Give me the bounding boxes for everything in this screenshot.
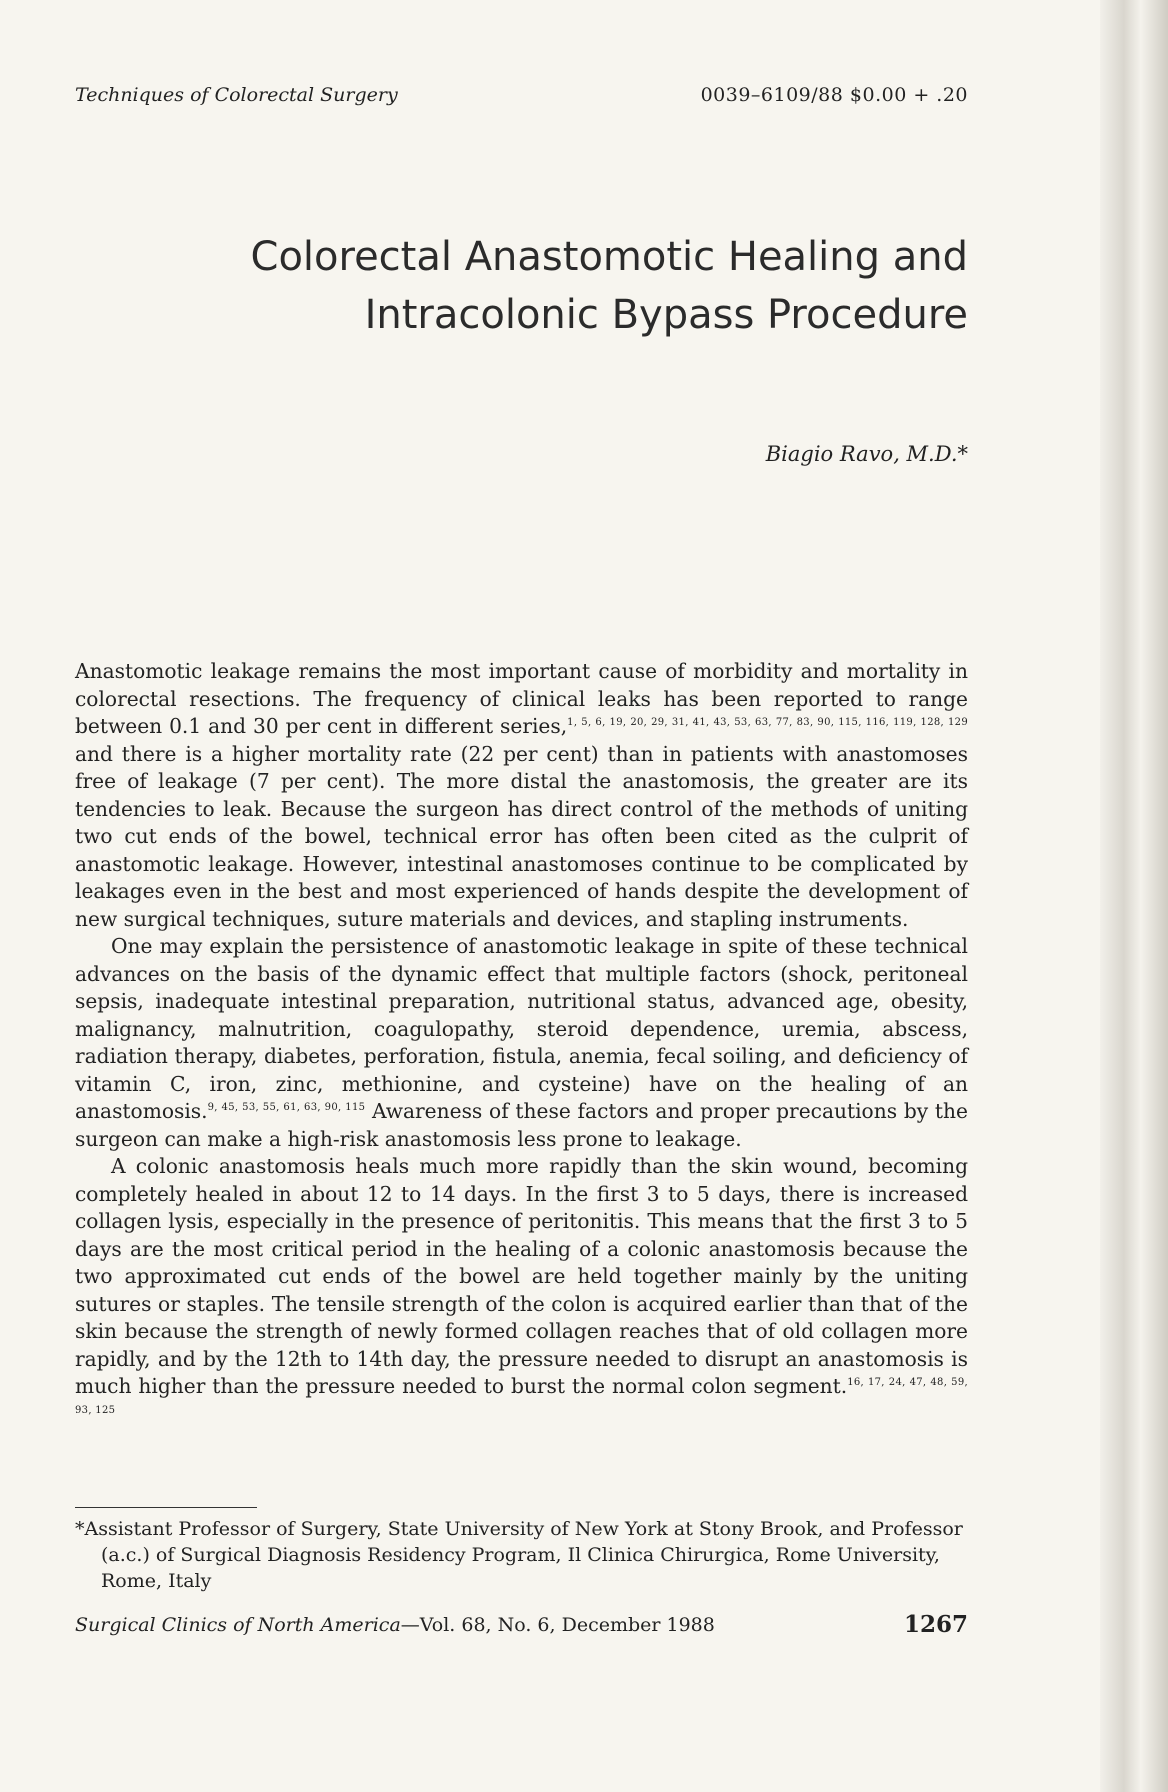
footer-journal: Surgical Clinics of North America [75,1614,401,1636]
running-head-code: 0039–6109/88 $0.00 + .20 [700,84,968,106]
paragraph-1-text-a: Anastomotic leakage remains the most important cause of morbidity and mortality in colorectal resections. The frequency of clinical leaks has been reported to range between 0.1 and 30 per cent in different series, [75,659,968,738]
paragraph-3-text-a: A colonic anastomosis heals much more rapidly than the skin wound, becoming completely healed in about 12 to 14 days. In the first 3 to 5 days, there is increased collagen lysis, especially in the presence of peritonitis. This means that the first 3 to 5 days are the most critical period in the healing of a colonic anastomosis because the two approximated cut ends of the bowel are held together mainly by the uniting sutures or staples. The tensile strength of the colon is acquired earlier than that of the skin because the strength of newly formed collagen reaches that of old collagen more rapidly, and by the 12th to 14th day, the pressure needed to disrupt an anastomosis is much higher than the pressure needed to burst the normal colon segment. [75,1154,968,1398]
paragraph-3 [75,1153,968,1428]
citation-refs-3: 16, 17, 24, 47, 48, 59, 93, 125 [75,1377,968,1416]
paragraph-2 [75,933,968,1153]
citation-refs-1: 1, 5, 6, 19, 20, 29, 31, 41, 43, 53, 63, 77, 83, 90, 115, 116, 119, 128, 129 [567,717,968,728]
author-byline: Biagio Ravo, M.D.* [765,442,968,466]
paragraph-1-text-b: and there is a higher mortality rate (22 per cent) than in patients with anastomoses free of leakage (7 per cent). The more distal the anastomosis, the greater are its tendencies to leak. Because the surgeon has direct control of the methods of uniting two cut ends of the bowel, technical error has often been cited as the culprit of anastomotic leakage. However, intestinal anastomoses continue to be complicated by leakages even in the best and most experienced of hands despite the development of new surgical techniques, suture materials and devices, and stapling instruments. [75,741,968,931]
running-head-journal: Techniques of Colorectal Surgery [75,84,398,106]
citation-refs-2: 9, 45, 53, 55, 61, 63, 90, 115 [207,1102,366,1113]
author-footnote [75,1516,968,1594]
page-number: 1267 [903,1611,968,1638]
footnote-line-3: Rome, Italy [101,1570,212,1592]
article-title-line-1: Colorectal Anastomotic Healing and [250,234,968,280]
page-binding-edge [1100,0,1168,1792]
paragraph-2-text-a: One may explain the persistence of anastomotic leakage in spite of these technical advances on the basis of the dynamic effect that multiple factors (shock, peritoneal sepsis, inadequate intestinal preparation, nutritional status, advanced age, obesity, malignancy, malnutrition, coagulopathy, steroid dependence, uremia, abscess, radiation therapy, diabetes, perforation, fistula, anemia, fecal soiling, and deficiency of vitamin C, iron, zinc, methionine, and cysteine) have on the healing of an anastomosis. [75,934,968,1123]
footnote-divider [75,1507,257,1508]
footer-citation [75,1614,715,1636]
article-title [200,228,968,344]
paragraph-1 [75,658,968,933]
paragraph-2-text-b: Awareness of these factors and proper precautions by the surgeon can make a high-risk anastomosis less prone to leakage. [75,1099,968,1151]
article-body [75,658,968,1428]
article-title-line-2: Intracolonic Bypass Procedure [364,292,968,338]
footnote-line-1: *Assistant Professor of Surgery, State University of New York at Stony Brook, and Professor [75,1518,963,1540]
footnote-line-2: (a.c.) of Surgical Diagnosis Residency Program, Il Clinica Chirurgica, Rome University, [101,1544,940,1566]
footer-issue: —Vol. 68, No. 6, December 1988 [400,1614,715,1636]
